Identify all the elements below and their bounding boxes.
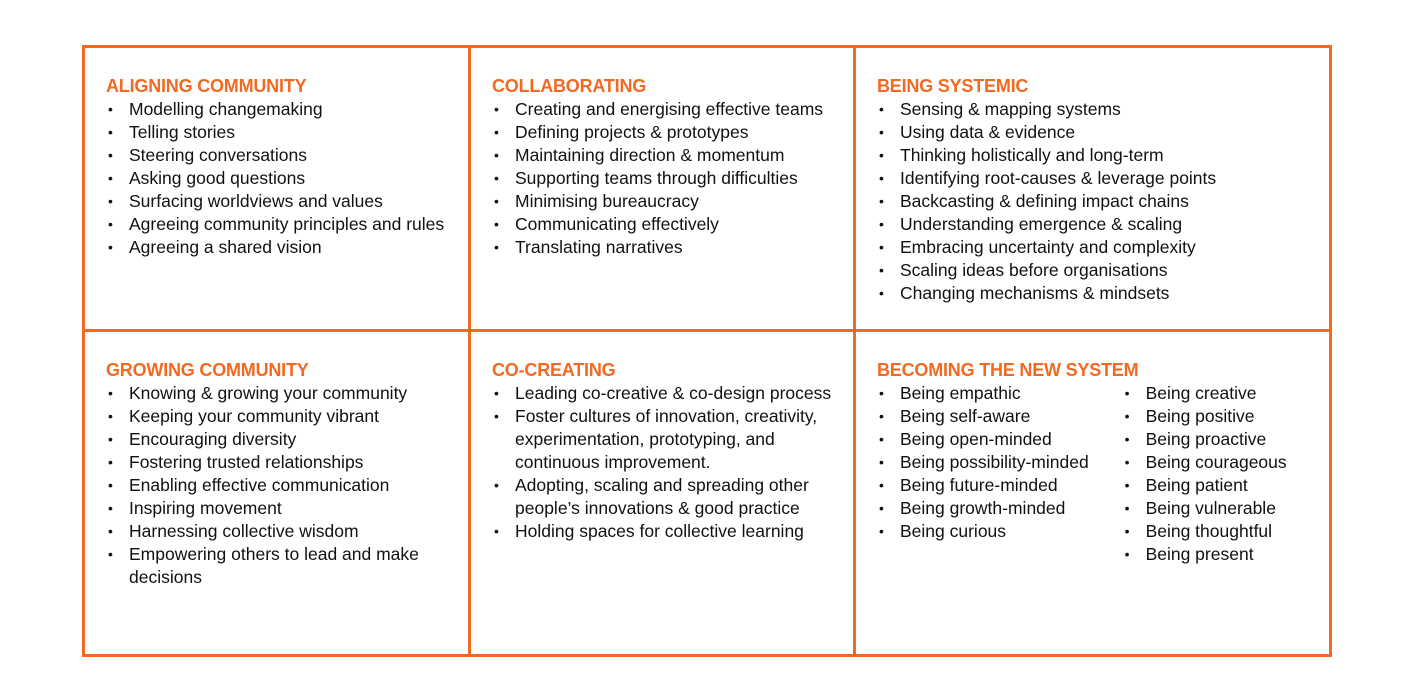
section-title: CO-CREATING (492, 360, 616, 380)
list-item: • Being present (1123, 543, 1319, 566)
list-item: • Communicating effectively (492, 213, 843, 236)
competency-grid (82, 45, 1332, 657)
bullet-list (877, 98, 1319, 305)
list-item: • Sensing & mapping systems (877, 98, 1319, 121)
two-column-list (877, 382, 1319, 566)
section-title: BECOMING THE NEW SYSTEM (877, 360, 1139, 380)
section-being-systemic (856, 48, 1329, 332)
list-item: • Understanding emergence & scaling (877, 213, 1319, 236)
list-item: • Creating and energising effective teams (492, 98, 843, 121)
section-title: ALIGNING COMMUNITY (106, 76, 307, 96)
list-item: • Being self-aware (877, 405, 1123, 428)
list-item: • Being possibility-minded (877, 451, 1123, 474)
list-item: • Being courageous (1123, 451, 1319, 474)
list-item: • Being future-minded (877, 474, 1123, 497)
list-item: • Agreeing a shared vision (106, 236, 458, 259)
bullet-list (492, 98, 843, 259)
bullet-list-right (1123, 382, 1319, 566)
list-item: • Defining projects & prototypes (492, 121, 843, 144)
list-item: • Identifying root-causes & leverage points (877, 167, 1319, 190)
list-item: • Surfacing worldviews and values (106, 190, 458, 213)
list-item: • Adopting, scaling and spreading other people’s innovations & good practice (492, 474, 843, 520)
list-item: • Inspiring movement (106, 497, 458, 520)
list-item: • Steering conversations (106, 144, 458, 167)
list-item: • Thinking holistically and long-term (877, 144, 1319, 167)
list-item: • Holding spaces for collective learning (492, 520, 843, 543)
bullet-list (106, 382, 458, 589)
list-item: • Embracing uncertainty and complexity (877, 236, 1319, 259)
list-item: • Being proactive (1123, 428, 1319, 451)
list-item: • Empowering others to lead and make decisions (106, 543, 458, 589)
bullet-list-left (877, 382, 1123, 566)
list-item: • Knowing & growing your community (106, 382, 458, 405)
list-item: • Being positive (1123, 405, 1319, 428)
list-item: • Fostering trusted relationships (106, 451, 458, 474)
bullet-list (106, 98, 458, 259)
list-item: • Being vulnerable (1123, 497, 1319, 520)
list-item: • Being creative (1123, 382, 1319, 405)
list-item: • Minimising bureaucracy (492, 190, 843, 213)
list-item: • Being curious (877, 520, 1123, 543)
list-item: • Agreeing community principles and rules (106, 213, 458, 236)
section-collaborating (471, 48, 856, 332)
list-item: • Supporting teams through difficulties (492, 167, 843, 190)
list-item: • Leading co-creative & co-design process (492, 382, 843, 405)
list-item: • Changing mechanisms & mindsets (877, 282, 1319, 305)
list-item: • Harnessing collective wisdom (106, 520, 458, 543)
list-item: • Maintaining direction & momentum (492, 144, 843, 167)
list-item: • Telling stories (106, 121, 458, 144)
list-item: • Being patient (1123, 474, 1319, 497)
list-item: • Being thoughtful (1123, 520, 1319, 543)
list-item: • Keeping your community vibrant (106, 405, 458, 428)
list-item: • Using data & evidence (877, 121, 1319, 144)
section-co-creating (471, 332, 856, 654)
list-item: • Foster cultures of innovation, creativity, experimentation, prototyping, and continuous improvement. (492, 405, 843, 474)
list-item: • Translating narratives (492, 236, 843, 259)
section-title: BEING SYSTEMIC (877, 76, 1029, 96)
list-item: • Being growth-minded (877, 497, 1123, 520)
section-growing-community (85, 332, 471, 654)
list-item: • Scaling ideas before organisations (877, 259, 1319, 282)
bullet-list (492, 382, 843, 543)
list-item: • Backcasting & defining impact chains (877, 190, 1319, 213)
section-aligning-community (85, 48, 471, 332)
section-title: GROWING COMMUNITY (106, 360, 309, 380)
list-item: • Encouraging diversity (106, 428, 458, 451)
list-item: • Being open-minded (877, 428, 1123, 451)
section-title: COLLABORATING (492, 76, 647, 96)
list-item: • Asking good questions (106, 167, 458, 190)
section-becoming-the-new-system (856, 332, 1329, 654)
list-item: • Being empathic (877, 382, 1123, 405)
list-item: • Enabling effective communication (106, 474, 458, 497)
list-item: • Modelling changemaking (106, 98, 458, 121)
